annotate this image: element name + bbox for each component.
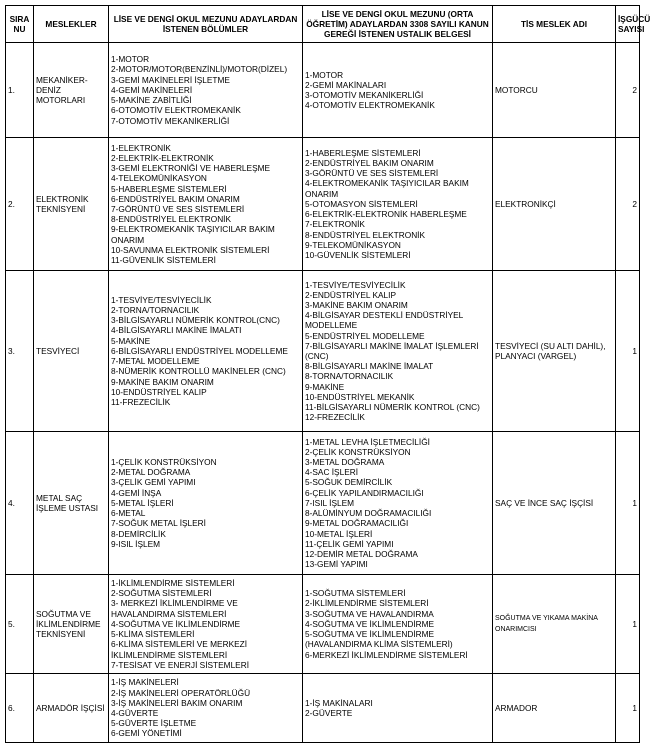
row-number: 1. bbox=[6, 43, 34, 138]
lise-departments: 1-MOTOR 2-MOTOR/MOTOR(BENZİNLİ)/MOTOR(DİZEL) 3-GEMİ MAKİNELERİ İŞLETME 4-GEMİ MAKİNELERİ 5-MAKİNE ZABİTLİĞİ 6-OTOMOTİV ELEKTROMEKANİK 7-OTOMOTİV MEKANİKERLİĞİ bbox=[109, 43, 303, 138]
row-number: 6. bbox=[6, 674, 34, 743]
tis-occupation-name: SAÇ VE İNCE SAÇ İŞÇİSİ bbox=[493, 432, 616, 575]
mastery-certificate-departments: 1-SOĞUTMA SİSTEMLERİ 2-İKLİMLENDİRME SİSTEMLERİ 3-SOĞUTMA VE HAVALANDIRMA 4-SOĞUTMA VE İKLİMLENDİRME 5-SOĞUTMA VE İKLİMLENDİRME (HAVALANDIRMA KLİMA SİSTEMLERİ) 6-MERKEZİ İKLİMLENDİRME SİSTEMLERİ bbox=[303, 575, 493, 674]
header-sira-nu: SIRA NU bbox=[6, 6, 34, 43]
table-row bbox=[6, 43, 640, 138]
table-row bbox=[6, 432, 640, 575]
table-row bbox=[6, 575, 640, 674]
tis-occupation-name: TESVİYECİ (SU ALTI DAHİL), PLANYACI (VARGEL) bbox=[493, 271, 616, 432]
workforce-count: 1 bbox=[616, 432, 640, 575]
occupation-name: ELEKTRONİK TEKNİSYENİ bbox=[34, 138, 109, 271]
header-tis-meslek-adi: TİS MESLEK ADI bbox=[493, 6, 616, 43]
occupation-name: TESVİYECİ bbox=[34, 271, 109, 432]
table-row bbox=[6, 138, 640, 271]
workforce-count: 1 bbox=[616, 271, 640, 432]
workforce-count: 1 bbox=[616, 575, 640, 674]
occupation-name: SOĞUTMA VE İKLİMLENDİRME TEKNİSYENİ bbox=[34, 575, 109, 674]
lise-departments: 1-İŞ MAKİNELERİ 2-İŞ MAKİNELERİ OPERATÖRLÜĞÜ 3-İŞ MAKİNELERİ BAKIM ONARIM 4-GÜVERTE 5-GÜVERTE İŞLETME 6-GEMİ YÖNETİMİ bbox=[109, 674, 303, 743]
mastery-certificate-departments: 1-İŞ MAKİNALARI 2-GÜVERTE bbox=[303, 674, 493, 743]
occupation-name: METAL SAÇ İŞLEME USTASI bbox=[34, 432, 109, 575]
lise-departments: 1-ÇELİK KONSTRÜKSİYON 2-METAL DOĞRAMA 3-ÇELİK GEMİ YAPIMI 4-GEMİ İNŞA 5-METAL İŞLERİ 6-METAL 7-SOĞUK METAL İŞLERİ 8-DEMİRCİLİK 9-ISIL İŞLEM bbox=[109, 432, 303, 575]
table-body bbox=[6, 43, 640, 743]
lise-departments: 1-TESVİYE/TESVİYECİLİK 2-TORNA/TORNACILIK 3-BİLGİSAYARLI NÜMERİK KONTROL(CNC) 4-BİLGİSAYARLI MAKİNE İMALATI 5-MAKİNE 6-BİLGİSAYARLI ENDÜSTRİYEL MODELLEME 7-METAL MODELLEME 8-NÜMERİK KONTROLLÜ MAKİNELER (CNC) 9-MAKİNE BAKIM ONARIM 10-ENDÜSTRİYEL KALIP 11-FREZECİLİK bbox=[109, 271, 303, 432]
tis-occupation-name: SOĞUTMA VE YIKAMA MAKİNA ONARIMCISI bbox=[493, 575, 616, 674]
header-meslekler: MESLEKLER bbox=[34, 6, 109, 43]
table-header bbox=[6, 6, 650, 43]
row-number: 3. bbox=[6, 271, 34, 432]
row-number: 4. bbox=[6, 432, 34, 575]
tis-occupation-name: ELEKTRONİKÇİ bbox=[493, 138, 616, 271]
mastery-certificate-departments: 1-HABERLEŞME SİSTEMLERİ 2-ENDÜSTRİYEL BAKIM ONARIM 3-GÖRÜNTÜ VE SES SİSTEMLERİ 4-ELEKTROMEKANİK TAŞIYICILAR BAKIM ONARIM 5-OTOMASYON SİSTEMLERİ 6-ELEKTRİK-ELEKTRONİK HABERLEŞME 7-ELEKTRONİK 8-ENDÜSTRİYEL ELEKTRONİK 9-TELEKOMÜNİKASYON 10-GÜVENLİK SİSTEMLERİ bbox=[303, 138, 493, 271]
occupation-name: MEKANİKER-DENİZ MOTORLARI bbox=[34, 43, 109, 138]
mastery-certificate-departments: 1-TESVİYE/TESVİYECİLİK 2-ENDÜSTRİYEL KALIP 3-MAKİNE BAKIM ONARIM 4-BİLGİSAYAR DESTEKLİ ENDÜSTRİYEL MODELLEME 5-ENDÜSTRİYEL MODELLEME 7-BİLGİSAYARLI MAKİNE İMALAT İŞLEMLERİ (CNC) 8-BİLGİSAYARLI MAKİNE İMALAT 8-TORNA/TORNACILIK 9-MAKİNE 10-ENDÜSTRİYEL MEKANİK 11-BİLGİSAYARLI NÜMERİK KONTROL (CNC) 12-FREZECİLİK bbox=[303, 271, 493, 432]
occupation-name: ARMADÖR İŞÇİSİ bbox=[34, 674, 109, 743]
table-row bbox=[6, 674, 640, 743]
mastery-certificate-departments: 1-MOTOR 2-GEMİ MAKİNALARI 3-OTOMOTİV MEKANİKERLİĞİ 4-OTOMOTİV ELEKTROMEKANİK bbox=[303, 43, 493, 138]
occupation-table bbox=[5, 5, 650, 743]
row-number: 5. bbox=[6, 575, 34, 674]
tis-occupation-name: MOTORCU bbox=[493, 43, 616, 138]
header-lise-bolumler: LİSE VE DENGİ OKUL MEZUNU ADAYLARDAN İSTENEN BÖLÜMLER bbox=[109, 6, 303, 43]
row-number: 2. bbox=[6, 138, 34, 271]
lise-departments: 1-ELEKTRONİK 2-ELEKTRİK-ELEKTRONİK 3-GEMİ ELEKTRONİĞİ VE HABERLEŞME 4-TELEKOMÜNİKASYON 5-HABERLEŞME SİSTEMLERİ 6-ENDÜSTRİYEL BAKIM ONARIM 7-GÖRÜNTÜ VE SES SİSTEMLERİ 8-ENDÜSTRİYEL ELEKTRONİK 9-ELEKTROMEKANİK TAŞIYICILAR BAKIM ONARIM 10-SAVUNMA ELEKTRONİK SİSTEMLERİ 11-GÜVENLİK SİSTEMLERİ bbox=[109, 138, 303, 271]
header-isgucu-sayisi: İŞGÜCÜ SAYISI bbox=[616, 6, 640, 43]
workforce-count: 2 bbox=[616, 138, 640, 271]
workforce-count: 1 bbox=[616, 674, 640, 743]
lise-departments: 1-İKLİMLENDİRME SİSTEMLERİ 2-SOĞUTMA SİSTEMLERİ 3- MERKEZİ İKLİMLENDİRME VE HAVALANDIRMA SİSTEMLERİ 4-SOĞUTMA VE İKLİMLENDİRME 5-KLİMA SİSTEMLERİ 6-KLİMA SİSTEMLERİ VE MERKEZİ İKLİMLENDİRME SİSTEMLERİ 7-TESİSAT VE ENERJİ SİSTEMLERİ bbox=[109, 575, 303, 674]
mastery-certificate-departments: 1-METAL LEVHA İŞLETMECİLİĞİ 2-ÇELİK KONSTRÜKSİYON 3-METAL DOĞRAMA 4-SAC İŞLERİ 5-SOĞUK DEMİRCİLİK 6-ÇELİK YAPILANDIRMACILIĞI 7-ISIL İŞLEM 8-ALÜMİNYUM DOĞRAMACILIĞI 9-METAL DOĞRAMACILIĞI 10-METAL İŞLERİ 11-ÇELİK GEMİ YAPIMI 12-DEMİR METAL DOĞRAMA 13-GEMİ YAPIMI bbox=[303, 432, 493, 575]
tis-occupation-name: ARMADOR bbox=[493, 674, 616, 743]
workforce-count: 2 bbox=[616, 43, 640, 138]
table-row bbox=[6, 271, 640, 432]
header-ustalik-belgesi: LİSE VE DENGİ OKUL MEZUNU (ORTA ÖĞRETİM) ADAYLARDAN 3308 SAYILI KANUN GEREĞİ İSTENEN USTALIK BELGESİ bbox=[303, 6, 493, 43]
header-row bbox=[6, 6, 640, 43]
